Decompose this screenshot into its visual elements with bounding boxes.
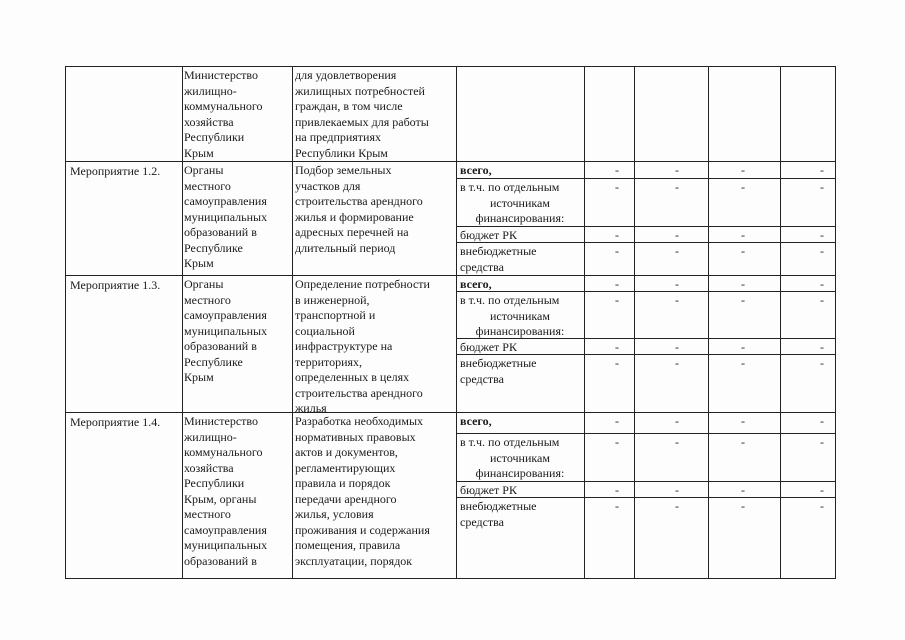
executor-line: Крым: [184, 145, 214, 160]
description-line: определенных в целях: [295, 370, 410, 384]
table-rule: [65, 161, 836, 162]
amount-value: -: [741, 293, 745, 307]
executor-line: коммунального: [184, 99, 263, 113]
executor-line: муниципальных: [184, 538, 268, 552]
table-rule: [292, 66, 293, 579]
description-line: жилья и формирование: [295, 209, 414, 224]
amount-value: -: [615, 435, 619, 449]
amount-value: -: [615, 163, 619, 177]
source-label: внебюджетные: [460, 356, 537, 370]
table-rule: [835, 66, 836, 579]
amount-value: -: [820, 277, 824, 291]
description-line: правила и порядок: [295, 476, 391, 490]
amount-value: -: [820, 414, 824, 428]
source-label: всего,: [460, 414, 492, 428]
description-line: строительства арендного: [295, 385, 423, 400]
amount-value: -: [675, 356, 679, 370]
amount-value: -: [820, 340, 824, 354]
executor-line: местного: [184, 292, 231, 307]
description-line: строительства арендного: [295, 194, 423, 208]
measure-label: Мероприятие 1.3.: [70, 278, 161, 292]
source-label: источникам: [490, 308, 550, 323]
executor-line: Крым, органы: [184, 491, 257, 506]
amount-value: -: [615, 483, 619, 497]
amount-value: -: [675, 340, 679, 354]
description-line: актов и документов,: [295, 445, 398, 459]
amount-value: -: [820, 163, 824, 177]
table-rule: [456, 66, 457, 579]
amount-value: -: [820, 356, 824, 370]
executor-line: Крым: [184, 256, 214, 270]
source-label: внебюджетные: [460, 244, 537, 258]
amount-value: -: [615, 414, 619, 428]
executor-line: хозяйства: [184, 114, 234, 129]
measure-label: Мероприятие 1.2.: [70, 164, 161, 178]
table-rule: [634, 66, 635, 579]
description-line: регламентирующих: [295, 460, 396, 475]
source-label: средства: [460, 259, 505, 274]
description-line: жилья: [295, 401, 327, 415]
description-line: нормативных правовых: [295, 429, 416, 444]
description-line: адресных перечней на: [295, 225, 409, 239]
table-rule: [182, 66, 183, 579]
description-line: участков для: [295, 178, 361, 193]
executor-line: муниципальных: [184, 323, 268, 338]
amount-value: -: [615, 356, 619, 370]
executor-line: самоуправления: [184, 308, 267, 322]
amount-value: -: [675, 293, 679, 307]
amount-value: -: [741, 483, 745, 497]
description-line: граждан, в том числе: [295, 99, 403, 113]
amount-value: -: [615, 293, 619, 307]
executor-line: Органы: [184, 277, 224, 291]
amount-value: -: [741, 414, 745, 428]
amount-value: -: [615, 244, 619, 258]
table-rule: [584, 66, 585, 579]
source-label: внебюджетные: [460, 499, 537, 513]
description-line: Разработка необходимых: [295, 414, 424, 428]
amount-value: -: [820, 435, 824, 449]
executor-line: Министерство: [184, 68, 258, 82]
description-line: на предприятиях: [295, 130, 381, 144]
executor-line: Республике: [184, 354, 243, 369]
description-line: помещения, правила: [295, 538, 401, 552]
amount-value: -: [615, 228, 619, 242]
description-line: социальной: [295, 323, 355, 338]
amount-value: -: [615, 277, 619, 291]
description-line: привлекаемых для работы: [295, 114, 429, 129]
description-line: проживания и содержания: [295, 522, 430, 537]
source-label: в т.ч. по отдельным: [460, 180, 560, 194]
program-measures-table: [65, 66, 835, 578]
description-line: Определение потребности: [295, 277, 430, 291]
executor-line: местного: [184, 178, 231, 193]
source-label: бюджет РК: [460, 483, 517, 497]
description-line: транспортной и: [295, 308, 376, 322]
source-label: всего,: [460, 277, 492, 291]
executor-line: образований в: [184, 553, 257, 568]
amount-value: -: [741, 435, 745, 449]
amount-value: -: [741, 180, 745, 194]
source-label: финансирования:: [475, 211, 565, 225]
amount-value: -: [741, 499, 745, 513]
amount-value: -: [675, 499, 679, 513]
source-label: финансирования:: [475, 324, 565, 338]
executor-line: образований в: [184, 225, 257, 239]
amount-value: -: [741, 228, 745, 242]
amount-value: -: [675, 277, 679, 291]
executor-line: Республике: [184, 240, 243, 255]
amount-value: -: [741, 277, 745, 291]
executor-line: Органы: [184, 163, 224, 177]
amount-value: -: [820, 244, 824, 258]
source-label: средства: [460, 514, 505, 529]
source-label: бюджет РК: [460, 228, 517, 242]
executor-line: жилищно-: [184, 83, 237, 98]
amount-value: -: [820, 228, 824, 242]
executor-line: Министерство: [184, 414, 258, 428]
amount-value: -: [675, 163, 679, 177]
amount-value: -: [675, 228, 679, 242]
description-line: Республики Крым: [295, 145, 388, 160]
source-label: средства: [460, 371, 505, 386]
description-line: территориях,: [295, 354, 363, 369]
source-label: источникам: [490, 195, 550, 210]
description-line: эксплуатации, порядок: [295, 553, 413, 568]
table-rule: [65, 66, 836, 67]
description-line: для удовлетворения: [295, 68, 397, 82]
executor-line: коммунального: [184, 445, 263, 459]
executor-line: хозяйства: [184, 460, 234, 475]
description-line: длительный период: [295, 240, 396, 255]
amount-value: -: [741, 244, 745, 258]
executor-line: муниципальных: [184, 209, 268, 224]
source-label: в т.ч. по отдельным: [460, 293, 560, 307]
table-rule: [65, 275, 836, 276]
table-rule: [456, 433, 836, 434]
description-line: передачи арендного: [295, 491, 397, 506]
amount-value: -: [675, 244, 679, 258]
amount-value: -: [615, 499, 619, 513]
amount-value: -: [820, 499, 824, 513]
source-label: источникам: [490, 450, 550, 465]
source-label: финансирования:: [475, 466, 565, 480]
table-rule: [65, 66, 66, 579]
description-line: в инженерной,: [295, 292, 370, 307]
amount-value: -: [820, 483, 824, 497]
amount-value: -: [820, 180, 824, 194]
amount-value: -: [675, 414, 679, 428]
executor-line: Республики: [184, 130, 245, 144]
table-rule: [780, 66, 781, 579]
executor-line: местного: [184, 507, 231, 521]
executor-line: жилищно-: [184, 429, 237, 444]
description-line: инфраструктуре на: [295, 339, 393, 353]
executor-line: самоуправления: [184, 194, 267, 208]
amount-value: -: [615, 340, 619, 354]
source-label: бюджет РК: [460, 340, 517, 354]
source-label: всего,: [460, 163, 492, 177]
amount-value: -: [820, 293, 824, 307]
executor-line: самоуправления: [184, 522, 267, 537]
source-label: в т.ч. по отдельным: [460, 435, 560, 449]
description-line: жилищных потребностей: [295, 83, 425, 98]
description-line: Подбор земельных: [295, 163, 392, 177]
executor-line: Крым: [184, 370, 214, 384]
measure-label: Мероприятие 1.4.: [70, 415, 161, 429]
amount-value: -: [675, 483, 679, 497]
amount-value: -: [615, 180, 619, 194]
amount-value: -: [741, 163, 745, 177]
description-line: жилья, условия: [295, 507, 374, 521]
amount-value: -: [741, 340, 745, 354]
table-rule: [708, 66, 709, 579]
amount-value: -: [675, 180, 679, 194]
executor-line: Республики: [184, 476, 245, 490]
amount-value: -: [741, 356, 745, 370]
table-rule: [65, 578, 836, 579]
amount-value: -: [675, 435, 679, 449]
executor-line: образований в: [184, 339, 257, 353]
